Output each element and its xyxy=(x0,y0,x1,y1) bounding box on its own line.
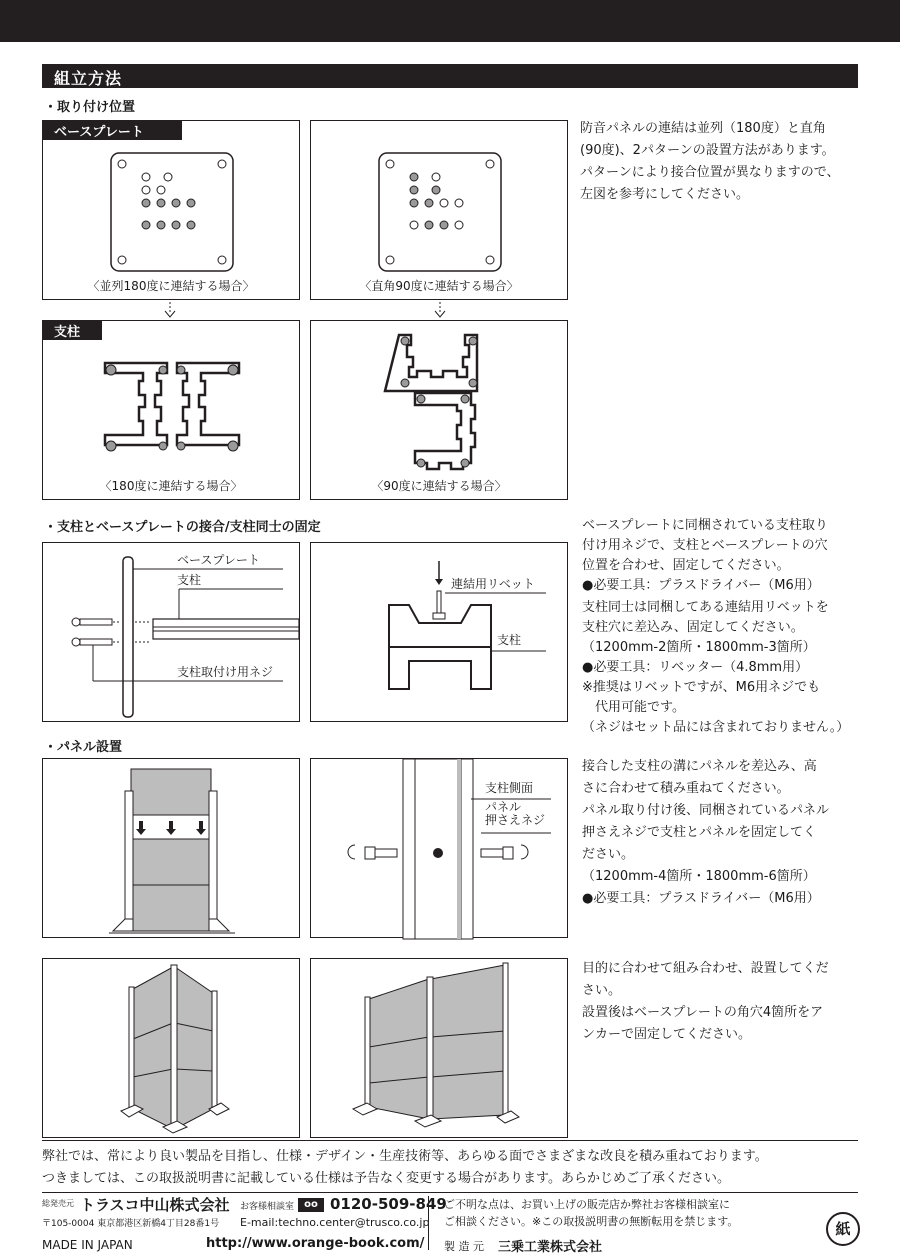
text-line: 目的に合わせて組み合わせ、設置してくだ xyxy=(582,961,829,976)
inquiry-line: ご不明な点は、お買い上げの販売店か弊社お客様相談室に xyxy=(444,1198,730,1211)
panel-install-heading: ・パネル設置 xyxy=(44,740,123,755)
support-email[interactable]: E-mail:techno.center@trusco.co.jp xyxy=(240,1216,430,1229)
text-line: 押さえネジで支柱とパネルを固定してく xyxy=(582,825,817,840)
corner-assembly-panel xyxy=(42,958,300,1138)
text-line: ベースプレートに同梱されている支柱取り xyxy=(582,518,828,533)
inquiry-line: ご相談ください。※この取扱説明書の無断転用を禁じます。 xyxy=(444,1215,739,1228)
made-in: MADE IN JAPAN xyxy=(42,1238,133,1252)
freedial-icon: oo xyxy=(298,1198,324,1212)
top-bar xyxy=(0,0,900,42)
notice-text xyxy=(42,1146,872,1190)
mounting-description xyxy=(580,118,880,206)
panel-screw-panel xyxy=(310,758,568,938)
panel-install-description-1 xyxy=(582,756,892,910)
notice-line: つきましては、この取扱説明書に記載している仕様は予告なく変更する場合があります。あらかじめご了承ください。 xyxy=(42,1171,730,1186)
text-line: 支柱穴に差込み、固定してください。 xyxy=(582,620,804,635)
caption-bp-180: 〈並列180度に連結する場合〉 xyxy=(87,279,255,293)
post-rivet-panel xyxy=(310,542,568,722)
text-line: 付け用ネジで、支柱とベースプレートの穴 xyxy=(582,538,828,553)
text-line: 設置後はベースプレートの角穴4箇所をア xyxy=(582,1005,824,1020)
support-phone[interactable]: 0120-509-849 xyxy=(330,1195,447,1213)
baseplate-tag-label: ベースプレート xyxy=(54,125,144,140)
text-line: （1200mm-2箇所・1800mm-3箇所） xyxy=(582,640,816,655)
arrow-down-icon xyxy=(160,300,180,320)
notice-line: 弊社では、常により良い製品を目指し、仕様・デザイン・生産技術等、あらゆる面でさまざまな改良を積み重ねております。 xyxy=(42,1149,768,1164)
text-line: ださい。 xyxy=(582,847,635,862)
text-line: 支柱同士は同梱してある連結用リベットを xyxy=(582,600,829,615)
text-line: （ネジはセット品には含まれておりません。） xyxy=(582,720,850,735)
section-title-bar xyxy=(42,64,858,88)
text-line: (90度)、2パターンの設置方法があります。 xyxy=(580,143,835,158)
text-line: ●必要工具：プラスドライバー（M6用） xyxy=(582,891,820,906)
seller-name: トラスコ中山株式会社 xyxy=(80,1196,230,1214)
notice-divider xyxy=(42,1140,858,1141)
joining-description-2 xyxy=(582,598,892,738)
baseplate-90-panel xyxy=(310,120,568,300)
text-line: ンカーで固定してください。 xyxy=(582,1027,752,1042)
section-title: 組立方法 xyxy=(54,69,123,88)
text-line: ●必要工具：プラスドライバー（M6用） xyxy=(582,578,820,593)
arrow-down-icon xyxy=(430,300,450,320)
post-90-diagram xyxy=(311,321,569,501)
post-180-diagram xyxy=(43,321,301,501)
caption-post-90: 〈90度に連結する場合〉 xyxy=(371,479,507,493)
mounting-heading: ・取り付け位置 xyxy=(44,100,136,115)
straight-assembly-diagram xyxy=(311,959,569,1139)
text-line: パターンにより接合位置が異なりますので、 xyxy=(580,165,840,180)
footer-vdivider xyxy=(428,1196,429,1250)
text-line: パネル取り付け後、同梱されているパネル xyxy=(582,803,830,818)
post-rivet-diagram xyxy=(311,543,569,723)
panel-stack-diagram xyxy=(43,759,301,939)
post-tag-label: 支柱 xyxy=(54,325,81,340)
baseplate-180-diagram xyxy=(43,121,301,301)
post-tag xyxy=(42,320,102,340)
label-post2: 支柱 xyxy=(497,633,522,647)
text-line: 左図を参考にしてください。 xyxy=(580,187,750,202)
baseplate-tag xyxy=(42,120,182,140)
text-line: 防音パネルの連結は並列（180度）と直角 xyxy=(580,121,826,136)
caption-bp-90: 〈直角90度に連結する場合〉 xyxy=(359,279,519,293)
baseplate-post-diagram xyxy=(43,543,301,723)
joining-description-1 xyxy=(582,516,892,596)
label-post-screw: 支柱取付け用ネジ xyxy=(177,665,274,679)
seller-address: 〒105-0004 東京都港区新橋4丁目28番1号 xyxy=(42,1219,220,1229)
label-rivet: 連結用リベット xyxy=(451,577,535,591)
text-line: （1200mm-4箇所・1800mm-6箇所） xyxy=(582,869,816,884)
straight-assembly-panel xyxy=(310,958,568,1138)
post-180-panel xyxy=(42,320,300,500)
footer-divider xyxy=(42,1192,858,1193)
label-baseplate: ベースプレート xyxy=(177,553,260,567)
label-panel-screw xyxy=(485,801,545,827)
panel-install-description-2 xyxy=(582,958,892,1046)
seller-label: 総発売元 xyxy=(42,1199,74,1208)
text-line: さい。 xyxy=(582,983,622,998)
text-line: 接合した支柱の溝にパネルを差込み、高 xyxy=(582,759,817,774)
panel-stack-panel xyxy=(42,758,300,938)
post-90-panel xyxy=(310,320,568,500)
maker-label: 製 造 元 xyxy=(444,1240,484,1253)
joining-heading: ・支柱とベースプレートの接合/支柱同士の固定 xyxy=(44,520,321,535)
baseplate-90-diagram xyxy=(311,121,569,301)
text-line: 代用可能です。 xyxy=(582,700,685,715)
label-post-side: 支柱側面 xyxy=(485,781,534,795)
text-line: ●必要工具：リベッター（4.8mm用） xyxy=(582,660,809,675)
text-line: ※推奨はリベットですが、M6用ネジでも xyxy=(582,680,821,695)
caption-post-180: 〈180度に連結する場合〉 xyxy=(99,479,243,493)
inquiry-text xyxy=(444,1196,738,1230)
text-line: さに合わせて積み重ねてください。 xyxy=(582,781,790,796)
baseplate-180-panel xyxy=(42,120,300,300)
support-label: お客様相談室 xyxy=(240,1202,295,1212)
maker-name: 三乗工業株式会社 xyxy=(498,1240,603,1255)
label-panel-screw-line2: 押さえネジ xyxy=(485,813,546,827)
website-link[interactable]: http://www.orange-book.com/ xyxy=(206,1236,425,1251)
baseplate-post-panel xyxy=(42,542,300,722)
corner-assembly-diagram xyxy=(43,959,301,1139)
label-post: 支柱 xyxy=(177,573,202,587)
paper-recycle-icon: 紙 xyxy=(826,1212,860,1246)
text-line: 位置を合わせ、固定してください。 xyxy=(582,558,790,573)
label-panel-screw-line1: パネル xyxy=(485,800,522,814)
